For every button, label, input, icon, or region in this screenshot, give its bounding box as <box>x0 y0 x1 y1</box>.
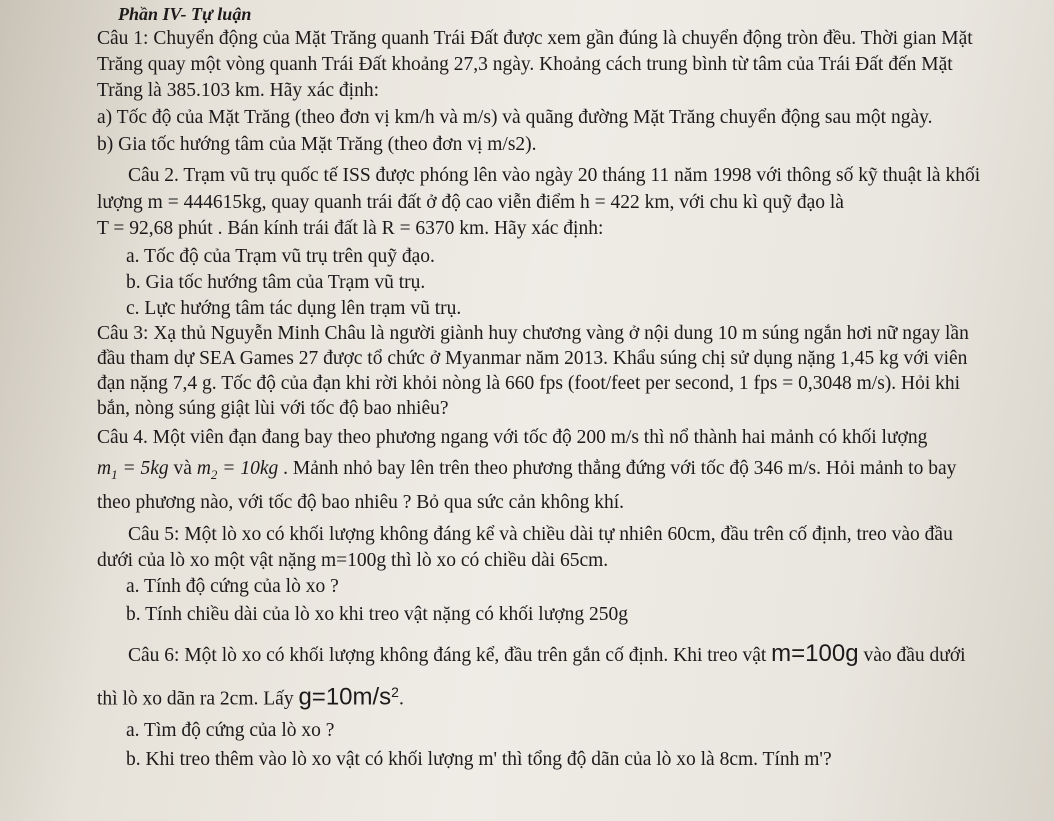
q3-line-3: đạn nặng 7,4 g. Tốc độ của đạn khi rời khỏi nòng là 660 fps (foot/feet per second, 1 fps = 0,3048 m/s). Hỏi khi <box>97 373 961 394</box>
q6-mass-formula: m=100g <box>771 640 859 667</box>
q6-part-a: a. Tìm độ cứng của lò xo ? <box>126 720 335 741</box>
q6-part-b: b. Khi treo thêm vào lò xo vật có khối lượng m' thì tổng độ dãn của lò xo là 8cm. Tính m'? <box>126 749 832 770</box>
q4-line-3: theo phương nào, với tốc độ bao nhiêu ? Bỏ qua sức cản không khí. <box>97 492 624 513</box>
q5-line-1: Câu 5: Một lò xo có khối lượng không đáng kể và chiều dài tự nhiên 60cm, đầu trên cố định, treo vào đầu <box>128 524 953 545</box>
q1-line-2: Trăng quay một vòng quanh Trái Đất khoảng 27,3 ngày. Khoảng cách trung bình từ tâm của Trái Đất đến Mặt <box>97 54 953 75</box>
q5-part-b: b. Tính chiều dài của lò xo khi treo vật nặng có khối lượng 250g <box>126 604 628 625</box>
q6-gravity-exponent: 2 <box>391 684 399 700</box>
q6-gravity-formula: g=10m/s <box>298 683 392 711</box>
section-heading: Phần IV- Tự luận <box>118 4 252 24</box>
q4-mass-1-symbol: m <box>97 458 112 479</box>
q6-line-2 <box>97 680 404 712</box>
q6-line-1-end: vào đầu dưới <box>858 645 966 666</box>
q4-line-1: Câu 4. Một viên đạn đang bay theo phương ngang với tốc độ 200 m/s thì nổ thành hai mảnh có khối lượng <box>97 427 928 448</box>
q5-part-a: a. Tính độ cứng của lò xo ? <box>126 576 339 597</box>
q4-mass-2-symbol: m <box>196 458 211 479</box>
q5-line-2: dưới của lò xo một vật nặng m=100g thì lò xo có chiều dài 65cm. <box>97 550 609 571</box>
q6-line-1 <box>128 642 966 668</box>
q1-part-a: a) Tốc độ của Mặt Trăng (theo đơn vị km/h và m/s) và quãng đường Mặt Trăng chuyển động sau một ngày. <box>97 107 933 128</box>
q4-mass-1-subscript: 1 <box>111 466 118 482</box>
q2-line-3: T = 92,68 phút . Bán kính trái đất là R = 6370 km. Hãy xác định: <box>97 218 604 239</box>
q2-line-1: Câu 2. Trạm vũ trụ quốc tế ISS được phóng lên vào ngày 20 tháng 11 năm 1998 với thông số kỹ thuật là khối <box>128 165 981 186</box>
q2-part-a: a. Tốc độ của Trạm vũ trụ trên quỹ đạo. <box>126 246 435 267</box>
q3-line-1: Câu 3: Xạ thủ Nguyễn Minh Châu là người giành huy chương vàng ở nội dung 10 m súng ngắn hơi nữ ngay lần <box>97 323 969 344</box>
q6-line-1-text: Câu 6: Một lò xo có khối lượng không đáng kể, đầu trên gắn cố định. Khi treo vật <box>128 645 772 666</box>
q4-mass-2-subscript: 2 <box>210 466 218 482</box>
q2-part-b: b. Gia tốc hướng tâm của Trạm vũ trụ. <box>126 272 426 293</box>
q3-line-4: bắn, nòng súng giật lùi với tốc độ bao nhiêu? <box>97 398 449 419</box>
q6-line-2-end: . <box>398 688 404 710</box>
q1-line-3: Trăng là 385.103 km. Hãy xác định: <box>97 80 379 101</box>
q2-part-c: c. Lực hướng tâm tác dụng lên trạm vũ trụ. <box>126 298 462 319</box>
q1-line-1: Câu 1: Chuyển động của Mặt Trăng quanh Trái Đất được xem gần đúng là chuyển động tròn đều. Thời gian Mặt <box>97 28 973 49</box>
q6-line-2-text: thì lò xo dãn ra 2cm. Lấy <box>97 688 299 710</box>
q3-line-2: đầu tham dự SEA Games 27 được tổ chức ở Myanmar năm 2013. Khẩu súng chị sử dụng nặng 1,45 kg với viên <box>97 348 968 369</box>
q4-line-2-rest: . Mảnh nhỏ bay lên trên theo phương thẳng đứng với tốc độ 346 m/s. Hỏi mảnh to bay <box>278 458 957 479</box>
q4-and-word: và <box>168 458 197 479</box>
q2-line-2: lượng m = 444615kg, quay quanh trái đất ở độ cao viễn điểm h = 422 km, với chu kì quỹ đạo là <box>97 192 844 213</box>
q1-part-b: b) Gia tốc hướng tâm của Mặt Trăng (theo đơn vị m/s2). <box>97 134 537 155</box>
q4-mass-1-value: = 5kg <box>117 458 169 479</box>
q4-mass-2-value: = 10kg <box>217 458 279 479</box>
q4-line-2 <box>97 457 956 487</box>
